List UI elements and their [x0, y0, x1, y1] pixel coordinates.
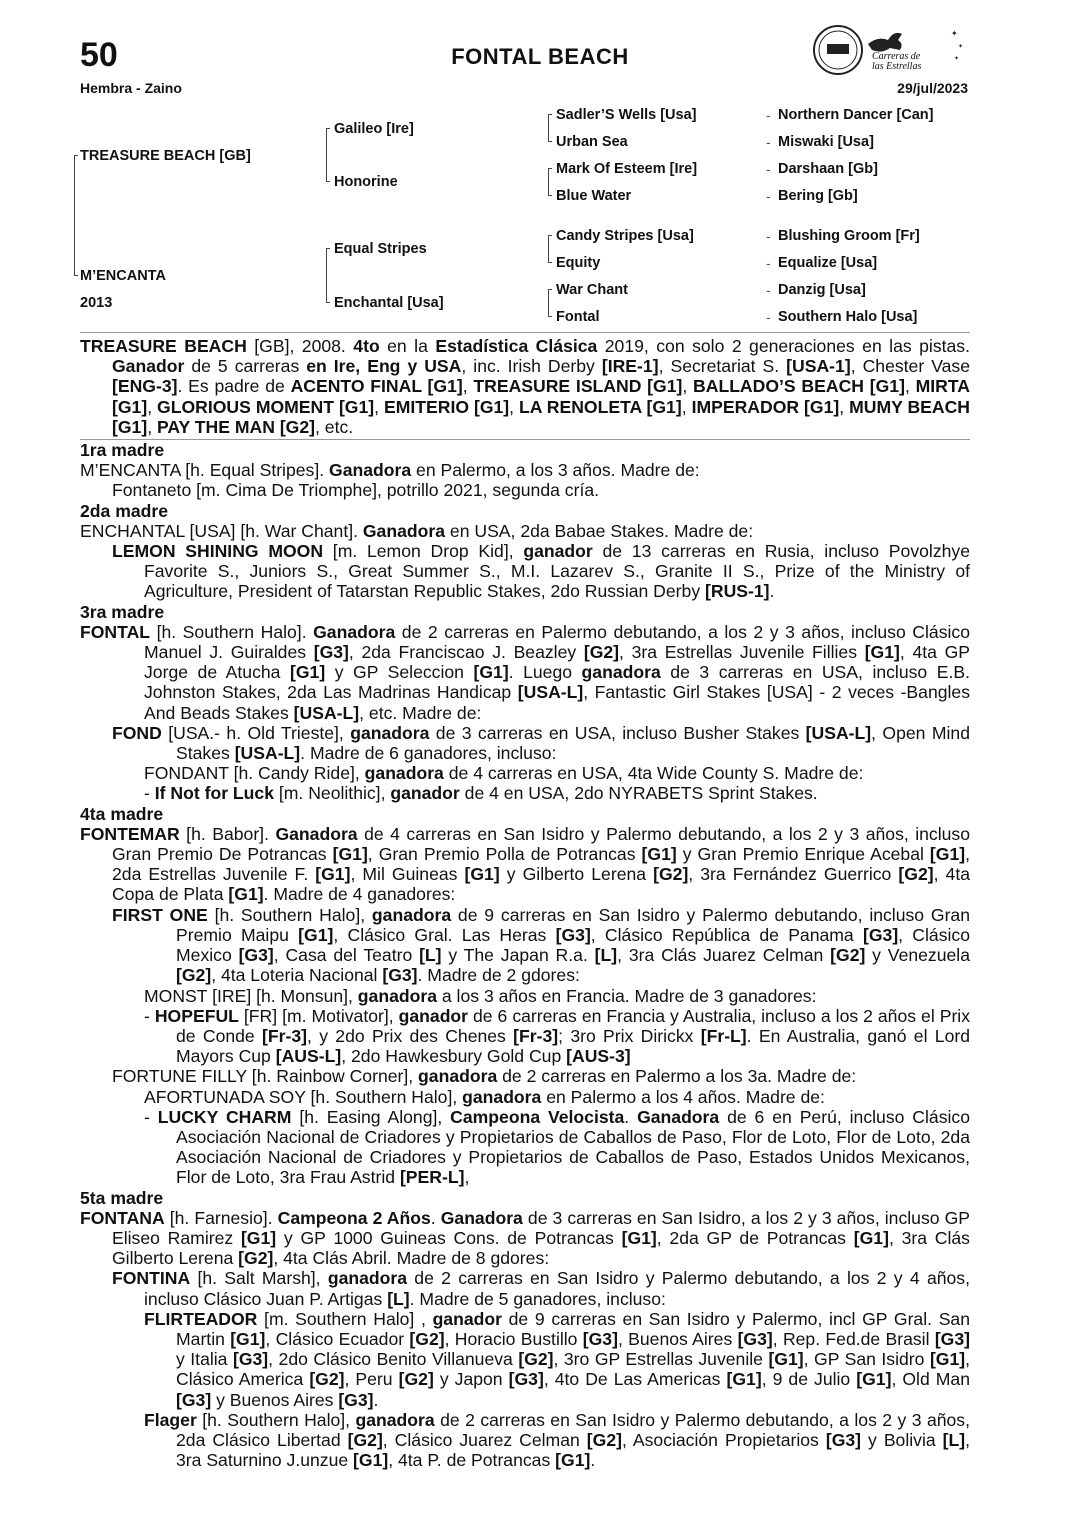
bracket-line: [548, 114, 549, 141]
gen4-8: Southern Halo [Usa]: [778, 309, 918, 325]
bracket-line: [548, 289, 549, 316]
produce-entry: FLIRTEADOR [m. Southern Halo] , ganador de 9 carreras en San Isidro y Palermo, incl GP Gral. San Martin [G1], Clásico Ecuador [G2], Horacio Bustillo [G3], Buenos Aires [G3], Rep. Fed.de Brasil [G3] y Italia [G3], 2do Clásico Benito Villanueva [G2], 3ro GP Estrellas Juvenile [G1], GP San Isidro [G1], Clásico America [G2], Peru [G2] y Japon [G3], 4to De Las Americas [G1], 9 de Julio [G1], Old Man [G3] y Buenos Aires [G3].: [144, 1308, 971, 1410]
gen4-dash: -: [766, 228, 771, 244]
bold-run: [G3]: [382, 965, 418, 986]
bold-run: [USA-L]: [517, 682, 584, 703]
bold-run: [G2]: [409, 1328, 445, 1349]
bold-run: EMITERIO [G1]: [383, 396, 510, 417]
logo-wordmark: Carreras de las Estrellas: [872, 51, 922, 72]
heading-5ta-madre: 5ta madre: [80, 1187, 164, 1208]
dam-5-entry: FONTANA [h. Farnesio]. Campeona 2 Años. Ganadora de 3 carreras en San Isidro, a los 2 y 3 años, incluso GP Eliseo Ramirez [G1] y GP 1000 Guineas Cons. de Potrancas [G1], 2da GP de Potrancas [G1], 3ra Clás Gilberto Lerena [G2], 4ta Clás Abril. Madre de 8 gdores:: [80, 1207, 970, 1269]
gen3-3: Mark Of Esteem [Ire]: [556, 161, 698, 177]
dam-2-entry: ENCHANTAL [USA] [h. War Chant]. Ganadora en USA, 2da Babae Stakes. Madre de:: [80, 520, 754, 541]
bracket-line: [74, 155, 75, 275]
bold-run: [G3]: [555, 924, 591, 945]
gen4-dash: -: [766, 161, 771, 177]
bold-run: [G1]: [621, 1227, 657, 1248]
dam-4-entry: FONTEMAR [h. Babor]. Ganadora de 4 carreras en San Isidro y Palermo debutando, a los 2 y 3 años, incluso Gran Premio De Potrancas [G1], Gran Premio Polla de Potrancas [G1] y Gran Premio Enrique Acebal [G1], 2da Estrellas Juvenile F. [G1], Mil Guineas [G1] y Gilberto Lerena [G2], 3ra Fernández Guerrico [G2], 4ta Copa de Plata [G1]. Madre de 4 ganadores:: [80, 823, 971, 905]
gen4-dash: -: [766, 309, 771, 325]
produce-entry: FORTUNE FILLY [h. Rainbow Corner], ganadora de 2 carreras en Palermo a los 3a. Madre de:: [112, 1066, 857, 1087]
bracket-line: [548, 168, 549, 195]
bold-run: ganadora: [364, 763, 444, 784]
dam: M’ENCANTA: [80, 268, 166, 284]
gen3-8: Fontal: [556, 309, 600, 325]
bold-run: FONTINA: [112, 1268, 191, 1289]
bold-run: ganadora: [357, 985, 437, 1006]
dam-1-entry: M’ENCANTA [h. Equal Stripes]. Ganadora en Palermo, a los 3 años. Madre de:: [80, 460, 700, 481]
svg-text:✦: ✦: [951, 29, 958, 38]
bold-run: BALLADO’S BEACH [G1]: [693, 376, 905, 397]
gen4-dash: -: [766, 188, 771, 204]
bold-run: [G2]: [518, 1349, 554, 1370]
bold-run: [G2]: [347, 1429, 383, 1450]
bold-run: ACENTO FINAL [G1]: [290, 376, 463, 397]
produce-entry: Flager [h. Southern Halo], ganadora de 2 carreras en San Isidro y Palermo debutando, a los 2 y 3 años, 2da Clásico Libertad [G2], Clásico Juarez Celman [G2], Asociación Propietarios [G3] y Bolivia [L], 3ra Saturnino J.unzue [G1], 4ta P. de Potrancas [G1].: [144, 1409, 970, 1471]
produce-entry: LEMON SHINING MOON [m. Lemon Drop Kid], ganador de 13 carreras en Rusia, incluso Povolzhye Favorite S., Juniors S., Great Summer S., M.I. Lazarev S., Granite II S., Prize of the Ministry of Agriculture, President of Tatarstan Republic Stakes, 2do Russian Derby [RUS-1].: [112, 541, 970, 602]
bold-run: [G2]: [653, 864, 689, 885]
sire-sire: Galileo [Ire]: [334, 121, 414, 137]
dam-dam: Enchantal [Usa]: [334, 295, 444, 311]
bracket-tick: [326, 248, 330, 249]
svg-text:✦: ✦: [958, 44, 964, 50]
bold-run: [G1]: [228, 884, 264, 905]
produce-entry: FONTINA [h. Salt Marsh], ganadora de 2 carreras en San Isidro y Palermo debutando, a los 2 y 4 años, incluso Clásico Juan P. Artigas [L]. Madre de 5 ganadores, incluso:: [112, 1268, 970, 1309]
bold-run: FLIRTEADOR: [144, 1308, 258, 1329]
bold-run: [G2]: [830, 945, 866, 966]
bold-run: [IRE-1]: [601, 356, 659, 377]
pedigree-rule: [80, 332, 970, 333]
bracket-tick: [548, 316, 552, 317]
bold-run: ganador: [432, 1308, 502, 1329]
bold-run: ganadora: [327, 1268, 408, 1289]
bold-run: [G3]: [508, 1369, 544, 1390]
gen3-1: Sadler’S Wells [Usa]: [556, 107, 697, 123]
produce-entry: MONST [IRE] [h. Monsun], ganadora a los 3 años en Francia. Madre de 3 ganadores:: [144, 985, 817, 1006]
gen4-dash: -: [766, 282, 771, 298]
bold-run: [G2]: [898, 864, 934, 885]
bold-run: Ganadora: [362, 520, 446, 541]
lot-number: 50: [80, 36, 118, 74]
bold-run: [AUS-L]: [275, 1046, 342, 1067]
bold-run: ganador: [523, 541, 593, 562]
bracket-tick: [326, 302, 330, 303]
bold-run: [G3]: [238, 945, 274, 966]
bold-run: [G1]: [315, 864, 351, 885]
heading-4ta-madre: 4ta madre: [80, 803, 164, 824]
bold-run: [L]: [942, 1429, 966, 1450]
gen4-dash: -: [766, 255, 771, 271]
bold-run: [G1]: [230, 1328, 266, 1349]
bold-run: [G1]: [641, 844, 677, 865]
bold-run: If Not for Luck: [154, 783, 274, 804]
bold-run: ganadora: [581, 662, 661, 683]
sex-color: Hembra - Zaino: [80, 80, 182, 96]
bracket-tick: [548, 114, 552, 115]
bold-run: FONTEMAR: [80, 823, 180, 844]
bracket-tick: [548, 141, 552, 142]
bold-run: MUMY BEACH [G1]: [112, 396, 971, 437]
dam-3-entry: FONTAL [h. Southern Halo]. Ganadora de 2 carreras en Palermo debutando, a los 2 y 3 años, incluso Clásico Manuel J. Guiraldes [G3], 2da Franciscao J. Beazley [G2], 3ra Estrellas Juvenile Fillies [G1], 4ta GP Jorge de Atucha [G1] y GP Seleccion [G1]. Luego ganadora de 3 carreras en USA, incluso E.B. Johnston Stakes, 2da Las Madrinas Handicap [USA-L], Fantastic Girl Stakes [USA] - 2 veces -Bangles And Beads Stakes [USA-L], etc. Madre de:: [80, 621, 971, 723]
bold-run: [G1]: [929, 1349, 966, 1370]
produce-entry: - If Not for Luck [m. Neolithic], ganador de 4 en USA, 2do NYRABETS Sprint Stakes.: [144, 783, 818, 804]
gen3-2: Urban Sea: [556, 134, 628, 150]
gen4-1: Northern Dancer [Can]: [778, 107, 934, 123]
bracket-tick: [326, 128, 330, 129]
bold-run: [Fr-L]: [700, 1025, 747, 1046]
bold-run: LEMON SHINING MOON: [112, 541, 324, 562]
bold-run: [L]: [387, 1288, 410, 1309]
bold-run: [G1]: [464, 864, 500, 885]
gen3-6: Equity: [556, 255, 601, 271]
gen3-7: War Chant: [556, 282, 628, 298]
bold-run: [G2]: [176, 965, 212, 986]
bold-run: [G1]: [332, 844, 368, 865]
bracket-line: [326, 128, 327, 181]
bracket-line: [326, 248, 327, 302]
bold-run: [G1]: [473, 662, 509, 683]
bold-run: Flager: [144, 1409, 197, 1430]
bold-run: [G3]: [176, 1389, 212, 1410]
bracket-tick: [548, 195, 552, 196]
bold-run: [USA-L]: [293, 702, 360, 723]
bold-run: FONTANA: [80, 1207, 165, 1228]
bold-run: [G1]: [864, 642, 900, 663]
bold-run: [L]: [419, 945, 442, 966]
bracket-tick: [548, 262, 552, 263]
gen4-dash: -: [766, 134, 771, 150]
bold-run: [G3]: [737, 1328, 773, 1349]
bold-run: [G3]: [338, 1389, 374, 1410]
bold-run: [G2]: [583, 642, 620, 663]
gen4-dash: -: [766, 107, 771, 123]
bold-run: GLORIOUS MOMENT [G1]: [157, 396, 375, 417]
sale-date: 29/jul/2023: [897, 80, 968, 96]
bold-run: TREASURE BEACH: [80, 336, 247, 356]
bold-run: MIRTA [G1]: [112, 376, 970, 417]
bold-run: Ganadora: [313, 621, 396, 642]
bold-run: Ganadora: [329, 460, 412, 481]
bracket-tick: [548, 289, 552, 290]
bold-run: [USA-1]: [786, 356, 851, 377]
sire-dam: Honorine: [334, 174, 398, 190]
bold-run: LUCKY CHARM: [157, 1106, 292, 1127]
produce-entry: Fontaneto [m. Cima De Triomphe], potrillo 2021, segunda cría.: [112, 480, 600, 501]
bold-run: [G2]: [398, 1369, 434, 1390]
produce-entry: FIRST ONE [h. Southern Halo], ganadora de 9 carreras en San Isidro y Palermo debutando, incluso Gran Premio Maipu [G1], Clásico Gral. Las Heras [G3], Clásico República de Panama [G3], Clásico Mexico [G3], Casa del Teatro [L] y The Japan R.a. [L], 3ra Clás Juarez Celman [G2] y Venezuela [G2], 4ta Loteria Nacional [G3]. Madre de 2 gdores:: [112, 904, 970, 986]
dam-sire: Equal Stripes: [334, 241, 427, 257]
bold-run: [G1]: [768, 1349, 804, 1370]
gen3-5: Candy Stripes [Usa]: [556, 228, 694, 244]
produce-entry: FONDANT [h. Candy Ride], ganadora de 4 carreras en USA, 4ta Wide County S. Madre de:: [144, 763, 864, 784]
bracket-tick: [548, 235, 552, 236]
bold-run: IMPERADOR [G1]: [691, 396, 840, 417]
bold-run: [RUS-1]: [705, 581, 770, 602]
bold-run: Campeona Velocista: [450, 1106, 625, 1127]
bold-run: [G1]: [856, 1369, 892, 1390]
bold-run: [G1]: [353, 1450, 389, 1471]
bold-run: ganadora: [355, 1409, 435, 1430]
gen4-6: Equalize [Usa]: [778, 255, 878, 271]
bold-run: [G3]: [862, 924, 899, 945]
gen4-2: Miswaki [Usa]: [778, 134, 874, 150]
bracket-line: [548, 235, 549, 262]
bold-run: [USA-L]: [234, 743, 301, 764]
bold-run: [G1]: [726, 1369, 762, 1390]
bold-run: Ganadora: [440, 1207, 523, 1228]
bold-run: FIRST ONE: [112, 904, 208, 925]
produce-entry: FOND [USA.- h. Old Trieste], ganadora de 3 carreras en USA, incluso Busher Stakes [USA-L], Open Mind Stakes [USA-L]. Madre de 6 ganadores, incluso:: [112, 722, 970, 764]
bold-run: ganadora: [371, 904, 452, 925]
bold-run: TREASURE ISLAND [G1]: [473, 376, 683, 397]
produce-entry: AFORTUNADA SOY [h. Southern Halo], ganadora en Palermo a los 4 años. Madre de:: [144, 1086, 825, 1107]
bold-run: [L]: [594, 945, 618, 966]
bold-run: [AUS-3]: [566, 1046, 631, 1067]
bracket-tick: [74, 155, 78, 156]
bold-run: [G1]: [240, 1227, 277, 1248]
bold-run: ganador: [398, 1005, 469, 1026]
horse-name: FONTAL BEACH: [451, 44, 629, 69]
heading-2da-madre: 2da madre: [80, 500, 169, 521]
catalog-body: [80, 336, 970, 1470]
heading-3ra-madre: 3ra madre: [80, 601, 165, 622]
produce-entry: - LUCKY CHARM [h. Easing Along], Campeona Velocista. Ganadora de 6 en Perú, incluso Clásico Asociación Nacional de Criadores y Propietarios de Caballos de Paso, Flor de Loto, Flor de Loto, 2da Asociación Nacional de Criadores y Propietarios de Caballos de Paso, Estados Unidos Mexicanos, Flor de Loto, 3ra Frau Astrid [PER-L],: [144, 1106, 970, 1188]
bold-run: [G1]: [853, 1227, 889, 1248]
bold-run: ganadora: [462, 1086, 542, 1107]
bold-run: LA RENOLETA [G1]: [519, 396, 682, 417]
bold-run: [G2]: [309, 1369, 345, 1390]
bracket-tick: [548, 168, 552, 169]
bold-run: [G3]: [934, 1328, 970, 1349]
bold-run: [G3]: [313, 642, 349, 663]
bold-run: [G3]: [232, 1349, 269, 1370]
bold-run: [ENG-3]: [112, 376, 178, 397]
bracket-tick: [326, 181, 330, 182]
bold-run: Ganadora: [637, 1106, 720, 1127]
bold-run: [G1]: [298, 924, 334, 945]
svg-text:✦: ✦: [954, 56, 960, 62]
gen4-7: Danzig [Usa]: [778, 282, 866, 298]
bold-run: Ganador: [112, 356, 185, 377]
bold-run: [G3]: [582, 1328, 618, 1349]
bracket-tick: [74, 275, 78, 276]
bold-run: FOND: [112, 722, 162, 743]
bold-run: Campeona 2 Años: [277, 1207, 431, 1228]
gen4-3: Darshaan [Gb]: [778, 161, 878, 177]
bold-run: [G1]: [289, 662, 326, 683]
bold-run: ganadora: [418, 1066, 498, 1087]
bold-run: [Fr-3]: [262, 1025, 307, 1046]
gen4-4: Bering [Gb]: [778, 188, 858, 204]
birth-year: 2013: [80, 295, 113, 311]
sire-paragraph: TREASURE BEACH [GB], 2008. 4to en la Estadística Clásica 2019, con solo 2 generaciones en las pistas. Ganador de 5 carreras en Ire, Eng y USA, inc. Irish Derby [IRE-1], Secretariat S. [USA-1], Chester Vase [ENG-3]. Es padre de ACENTO FINAL [G1], TREASURE ISLAND [G1], BALLADO’S BEACH [G1], MIRTA [G1], GLORIOUS MOMENT [G1], EMITERIO [G1], LA RENOLETA [G1], IMPERADOR [G1], MUMY BEACH [G1], PAY THE MAN [G2], etc.: [80, 336, 971, 437]
bold-run: PAY THE MAN [G2]: [156, 416, 316, 437]
bold-run: ganadora: [350, 722, 430, 743]
bold-run: HOPEFUL: [154, 1005, 239, 1026]
bold-run: en Ire, Eng y USA: [306, 356, 462, 377]
bold-run: Estadística Clásica: [435, 336, 598, 356]
bold-run: 4to: [353, 336, 380, 356]
gen3-4: Blue Water: [556, 188, 632, 204]
bold-run: [G2]: [586, 1429, 622, 1450]
bold-run: [G1]: [555, 1450, 591, 1471]
bold-run: [PER-L]: [399, 1167, 465, 1188]
bold-run: [G3]: [825, 1429, 862, 1450]
bold-run: FONTAL: [80, 621, 151, 642]
bold-run: [G2]: [238, 1248, 274, 1269]
sire: TREASURE BEACH [GB]: [80, 148, 251, 164]
produce-entry: - HOPEFUL [FR] [m. Motivator], ganador de 6 carreras en Francia y Australia, incluso a los 2 años el Prix de Conde [Fr-3], y 2do Prix des Chenes [Fr-3]; 3ro Prix Dirickx [Fr-L]. En Australia, ganó el Lord Mayors Cup [AUS-L], 2do Hawkesbury Gold Cup [AUS-3]: [144, 1005, 971, 1067]
bold-run: [G1]: [929, 844, 966, 865]
bold-run: [Fr-3]: [513, 1025, 559, 1046]
gen4-5: Blushing Groom [Fr]: [778, 228, 920, 244]
bold-run: Ganadora: [275, 823, 358, 844]
bold-run: ganador: [390, 783, 460, 804]
heading-1ra-madre: 1ra madre: [80, 440, 165, 461]
bold-run: [USA-L]: [805, 722, 872, 743]
